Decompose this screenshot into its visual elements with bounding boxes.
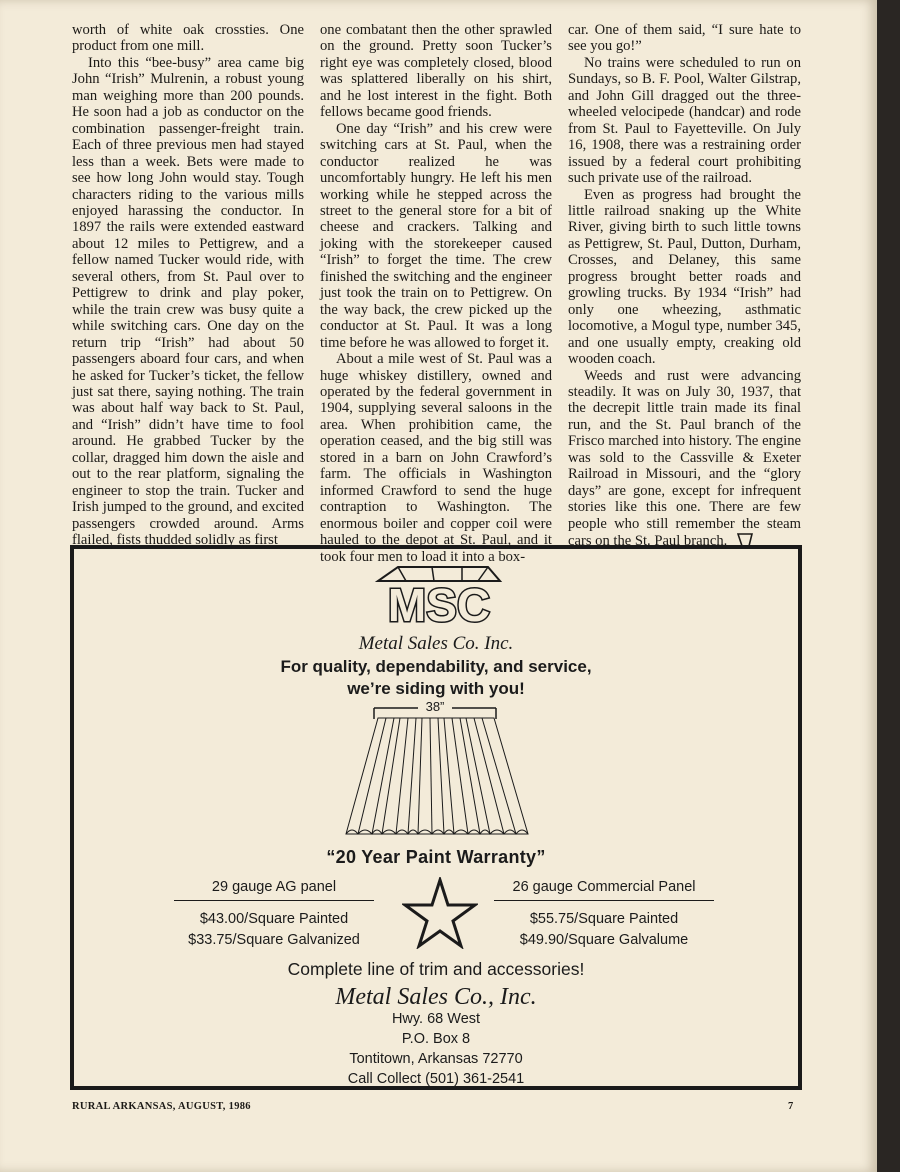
article-paragraph bbox=[72, 22, 304, 55]
ag-panel-price-galvanized: $33.75/Square Galvanized bbox=[188, 932, 360, 948]
ad-tagline-line-1: For quality, dependability, and service, bbox=[280, 657, 592, 676]
ad-tagline-line-2: we’re siding with you! bbox=[347, 679, 525, 698]
paragraph-text: car. One of them said, “I sure hate to see you go!” bbox=[568, 22, 801, 55]
article-paragraph bbox=[320, 22, 552, 121]
article-paragraph bbox=[568, 368, 801, 550]
ag-panel-pricing bbox=[174, 879, 374, 951]
article-column-3 bbox=[568, 22, 801, 550]
article-paragraph bbox=[72, 55, 304, 549]
paragraph-text: Even as progress had brought the little railroad snaking up the White River, giving birth to such little towns as Pettigrew, St. Paul, Dutton, Durham, Crosses, and Delaney, this same progress brought better roads and growling trucks. By 1934 “Irish” had only one wheezing, asthmatic locomotive, a Mogul type, number 345, and one usually empty, creaking old wooden coach. bbox=[568, 186, 801, 368]
publication-footer: RURAL ARKANSAS, AUGUST, 1986 bbox=[72, 1101, 251, 1112]
address-line-1: Hwy. 68 West bbox=[391, 1011, 481, 1027]
article-column-1 bbox=[72, 22, 304, 549]
address-line-3: Tontitown, Arkansas 72770 bbox=[349, 1051, 523, 1067]
ag-panel-heading: 29 gauge AG panel bbox=[174, 879, 374, 901]
phone-line: Call Collect (501) 361-2541 bbox=[347, 1071, 525, 1087]
paragraph-text: one combatant then the other sprawled on the ground. Pretty soon Tucker’s right eye was completely closed, blood was splattered liberally on his shirt, and he lost interest in the fight. Both fellows became good friends. bbox=[320, 22, 552, 121]
ag-panel-price-painted: $43.00/Square Painted bbox=[199, 911, 349, 927]
article-paragraph bbox=[568, 187, 801, 368]
paragraph-text: Into this “bee-busy” area came big John “Irish” Mulrenin, a robust young man weighing more than 200 pounds. He soon had a job as conductor on the combination passenger-freight train. Each of three previous men had stayed less than a week. Bets were made to see how long John would stay. Tough characters riding to the various mills enjoyed harassing the conductor. In 1897 the rails were extended eastward about 12 miles to Pettigrew, and a fellow named Tucker would ride, with several others, from St. Paul over to Pettigrew to drink and play poker, while the train crew was busy quite a while switching cars. One day on the return trip “Irish” had about 50 passengers aboard four cars, and when he asked for Tucker’s ticket, the fellow just sat there, saying nothing. The train was about half way back to St. Paul, and “Irish” didn’t have time to fool around. He grabbed Tucker by the collar, dragged him down the aisle and out to the rear platform, signaling the engineer to stop the train. Tucker and Irish jumped to the ground, and excited passengers crowded around. Arms flailed, fists thudded solidly as first bbox=[72, 54, 304, 549]
commercial-panel-pricing bbox=[494, 879, 714, 951]
page-number: 7 bbox=[788, 1101, 794, 1112]
address-line-2: P.O. Box 8 bbox=[401, 1031, 471, 1047]
company-name-script-2: Metal Sales Co., Inc. bbox=[335, 984, 537, 1010]
metal-sales-advertisement bbox=[70, 545, 802, 1090]
company-name-script: Metal Sales Co. Inc. bbox=[358, 633, 514, 654]
msc-logo bbox=[372, 563, 506, 627]
paragraph-text: worth of white oak crossties. One product from one mill. bbox=[72, 22, 304, 55]
paragraph-text: No trains were scheduled to run on Sundays, so B. F. Pool, Walter Gilstrap, and John Gill dragged out the three-wheeled velocipede (handcar) and rode from St. Paul to Fayetteville. On July 16, 1908, there was a restraining order issued by a federal court prohibiting such private use of the railroad. bbox=[568, 54, 801, 187]
paragraph-text: One day “Irish” and his crew were switching cars at St. Paul, when the conductor realized he was uncomfortably hungry. He left his men working while he stepped across the street to the general store for a bit of cheese and crackers. Talking and joking with the storekeeper caused “Irish” to forget the time. The crew finished the switching and the engineer just took the train on to Pettigrew. On the way back, the crew picked up the conductor at St. Paul. It was a long time before he was allowed to forget it. bbox=[320, 120, 552, 351]
article-column-2 bbox=[320, 22, 552, 565]
metal-panel-illustration bbox=[342, 714, 532, 840]
panel-width-label: 38” bbox=[418, 699, 452, 714]
trim-accessories-line: Complete line of trim and accessories! bbox=[287, 959, 585, 979]
article-paragraph bbox=[320, 351, 552, 565]
commercial-panel-price-galvalume: $49.90/Square Galvalume bbox=[519, 932, 689, 948]
paragraph-text: Weeds and rust were advancing steadily. It was on July 30, 1937, that the decrepit little train made its final run, and the St. Paul branch of the Frisco marched into history. The engine was sold to the Cassville & Exeter Railroad in Missouri, and the “glory days” are gone, except for infrequent stories like this one. There are few people who still remember the steam cars on the St. Paul branch. bbox=[568, 367, 801, 550]
commercial-panel-heading: 26 gauge Commercial Panel bbox=[494, 879, 714, 901]
commercial-panel-price-painted: $55.75/Square Painted bbox=[529, 911, 679, 927]
article-paragraph bbox=[568, 55, 801, 187]
article-paragraph bbox=[320, 121, 552, 351]
paint-warranty-headline: “20 Year Paint Warranty” bbox=[326, 847, 546, 867]
msc-logo-text: MSC bbox=[387, 579, 491, 627]
article-paragraph bbox=[568, 22, 801, 55]
paragraph-text: About a mile west of St. Paul was a huge whiskey distillery, owned and operated by the federal government in 1904, supplying several saloons in the area. When prohibition came, the operation ceased, and the big still was stored in a barn on John Crawford’s farm. The officials in Washington informed Crawford to send the huge contraption to Washington. The enormous boiler and copper coil were hauled to the depot at St. Paul, and it took four men to load it into a box- bbox=[320, 351, 552, 565]
star-icon bbox=[402, 877, 478, 949]
